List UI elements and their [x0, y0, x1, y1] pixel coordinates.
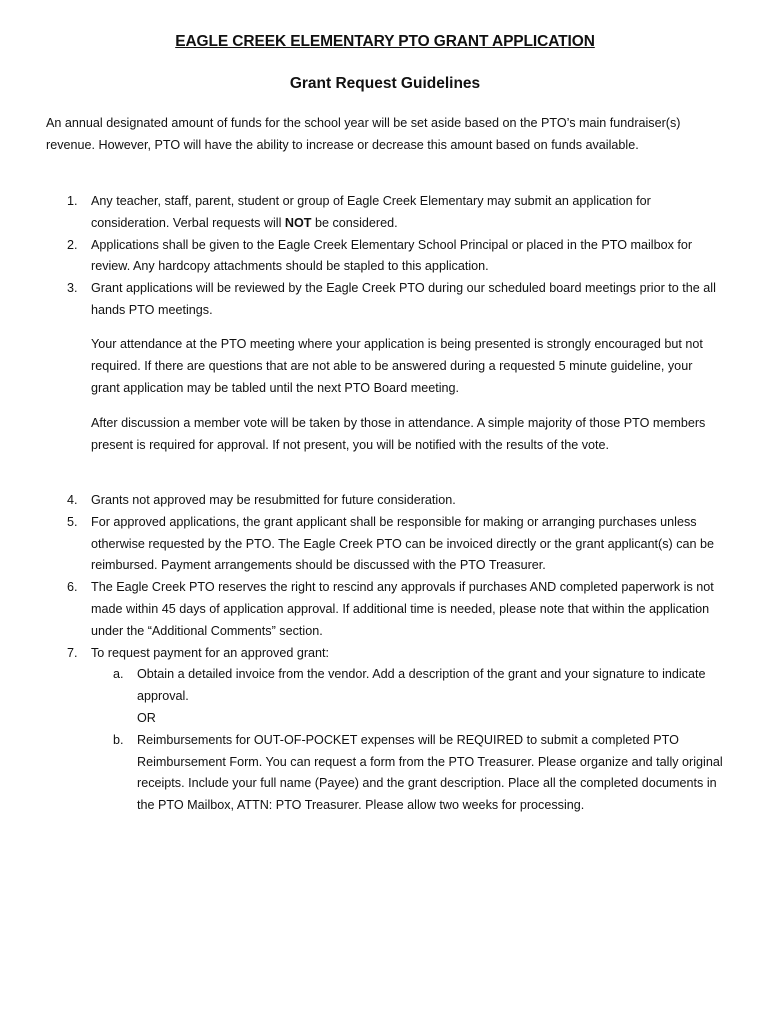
- list-item-number: 1.: [67, 194, 78, 208]
- list-item: [0, 278, 716, 322]
- list-item-number: 6.: [67, 580, 78, 595]
- list-item-text: The Eagle Creek PTO reserves the right to rescind any approvals if purchases AND completed paperwork is not made within 45 days of application approval. If additional time is needed, please note that within the application under the “Additional Comments” section.: [91, 580, 714, 638]
- sub-list-item-letter: b.: [113, 732, 124, 747]
- list-item-text: Grant applications will be reviewed by the Eagle Creek PTO during our scheduled board meetings prior to the all hands PTO meetings.: [91, 281, 716, 317]
- list-item-text-end: be considered.: [311, 215, 398, 230]
- document-subtitle: Grant Request Guidelines: [289, 75, 481, 92]
- list-item-number: 5.: [67, 514, 78, 529]
- or-separator: OR: [137, 710, 156, 725]
- list-item-number: 2.: [67, 237, 78, 252]
- list-item-emphasis: NOT: [284, 215, 312, 230]
- list-item: [0, 191, 716, 235]
- intro-paragraph: An annual designated amount of funds for the school year will be set aside based on the PTO’s main fundraiser(s) revenue. However, PTO will have the ability to increase or decrease this amount based on funds available.: [46, 116, 681, 152]
- list-item-number: 7.: [67, 645, 78, 660]
- sub-list-item: [0, 730, 727, 817]
- list-item-text: Any teacher, staff, parent, student or group of Eagle Creek Elementary may submit an application for consideration. Verbal requests will: [91, 194, 651, 230]
- list-item-number: 4.: [67, 493, 78, 507]
- vote-paragraph: After discussion a member vote will be taken by those in attendance. A simple majority of those PTO members present is required for approval. If not present, you will be notified with the results of the vote.: [91, 416, 706, 452]
- list-item: [0, 643, 716, 665]
- sub-list-item-text: Obtain a detailed invoice from the vendor. Add a description of the grant and your signature to indicate approval.: [137, 667, 706, 704]
- list-item-text: To request payment for an approved grant:: [91, 645, 330, 660]
- sub-list-item-letter: a.: [113, 667, 124, 682]
- list-item-number: 3.: [67, 281, 78, 296]
- attendance-paragraph: Your attendance at the PTO meeting where your application is being presented is strongly encouraged but not required. If there are questions that are not able to be answered during a requested 5 minute guideline, your grant application may be tabled until the next PTO Board meeting.: [91, 337, 703, 395]
- list-item: [0, 235, 716, 279]
- document-title: EAGLE CREEK ELEMENTARY PTO GRANT APPLICATION: [175, 33, 595, 50]
- list-item: [0, 577, 716, 642]
- list-item-text: For approved applications, the grant applicant shall be responsible for making or arranging purchases unless otherwise requested by the PTO. The Eagle Creek PTO can be invoiced directly or the grant applicant(s) can be reimbursed. Payment arrangements should be discussed with the PTO Treasurer.: [91, 514, 715, 573]
- list-item: [0, 490, 716, 512]
- guideline-list-part-1: [0, 191, 770, 322]
- sub-list-item: [0, 664, 727, 729]
- list-item: [0, 512, 716, 577]
- list-item-text: Applications shall be given to the Eagle Creek Elementary School Principal or placed in the PTO mailbox for review. Any hardcopy attachments should be stapled to this application.: [91, 237, 693, 274]
- guideline-list-part-2: [0, 490, 770, 817]
- sub-list-item-text: Reimbursements for OUT-OF-POCKET expenses will be REQUIRED to submit a completed PTO Reimbursement Form. You can request a form from the PTO Treasurer. Please organize and tally original receipts. Include your full name (Payee) and the grant description. Place all the completed documents in the PTO Mailbox, ATTN: PTO Treasurer. Please allow two weeks for processing.: [137, 732, 723, 813]
- list-item-text: Grants not approved may be resubmitted for future consideration.: [91, 493, 456, 507]
